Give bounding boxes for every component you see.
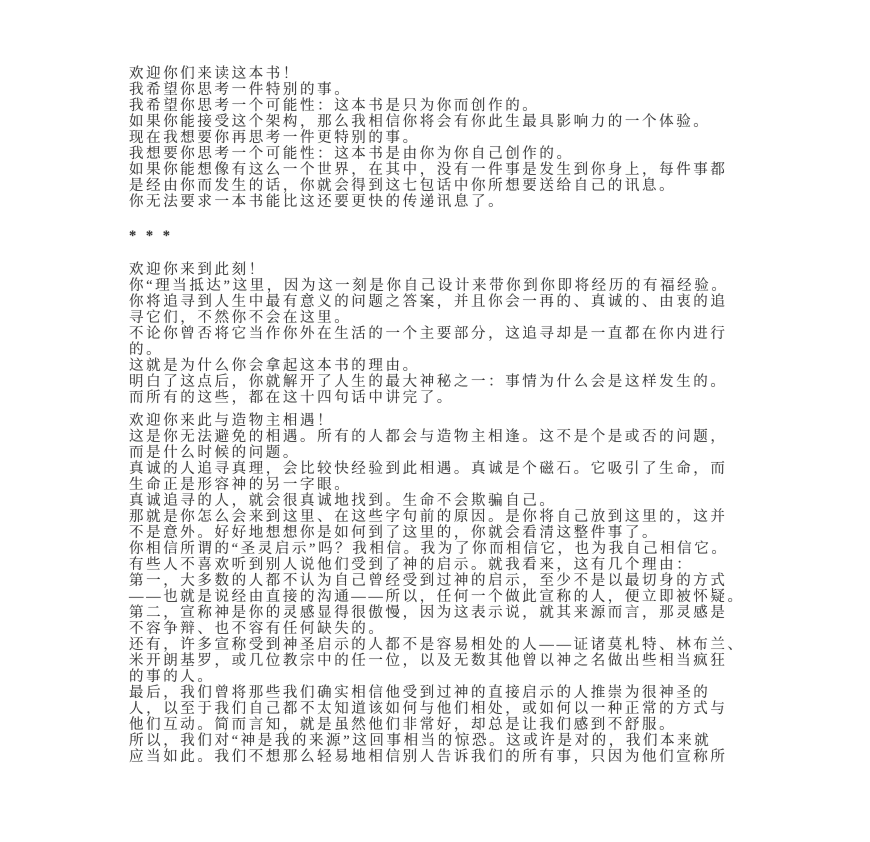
text-line: 生命正是形容神的另一字眼。 xyxy=(129,477,352,493)
text-line: 米开朗基罗，或几位教宗中的任一位，以及无数其他曾以神之名做出些相当疯狂 xyxy=(129,653,728,669)
text-line: 第二，宣称神是你的灵感显得很傲慢，因为这表示说，就其来源而言，那灵感是 xyxy=(129,605,728,621)
text-line: 是经由你而发生的话，你就会得到这七包话中你所想要送给自己的讯息。 xyxy=(129,178,677,194)
text-line: 不容争辩、也不容有任何缺失的。 xyxy=(129,621,386,637)
text-line: 现在我想要你再思考一件更特别的事。 xyxy=(129,130,420,146)
page-text-block xyxy=(129,66,769,765)
text-line: 你“理当抵达”这里，因为这一刻是你自己设计来带你到你即将经历的有福经验。 xyxy=(129,278,729,294)
text-line: ——也就是说经由直接的沟通——所以，任何一个做此宣称的人，便立即被怀疑。 xyxy=(129,589,745,605)
paragraph xyxy=(129,66,769,210)
text-line: 我希望你思考一件特别的事。 xyxy=(129,82,352,98)
text-line: 有些人不喜欢听到别人说他们受到了神的启示。就我看来，这有几个理由： xyxy=(129,557,694,573)
text-line: 欢迎你们来读这本书！ xyxy=(129,66,300,82)
text-line: 你无法要求一本书能比这还要更快的传递讯息了。 xyxy=(129,194,506,210)
text-line: 第一，大多数的人都不认为自己曾经受到过神的启示，至少不是以最切身的方式 xyxy=(129,573,728,589)
text-line: 还有，许多宣称受到神圣启示的人都不是容易相处的人——证诸莫札特、林布兰、 xyxy=(129,637,745,653)
text-line: 不论你曾否将它当作你外在生活的一个主要部分，这追寻却是一直都在你内进行 xyxy=(129,326,728,342)
text-line: 明白了这点后，你就解开了人生的最大神秘之一：事情为什么会是这样发生的。 xyxy=(129,374,728,390)
text-line: 欢迎你来到此刻！ xyxy=(129,262,266,278)
text-line: 的事的人。 xyxy=(129,669,215,685)
text-line: 他们互动。简而言知，就是虽然他们非常好，却总是让我们感到不舒服。 xyxy=(129,717,677,733)
text-line: 我想要你思考一个可能性：这本书是由你为你自己创作的。 xyxy=(129,146,574,162)
text-line: 真诚的人追寻真理，会比较快经验到此相遇。真诚是个磁石。它吸引了生命，而 xyxy=(129,461,728,477)
text-line: 这是你无法避免的相遇。所有的人都会与造物主相逢。这不是个是或否的问题， xyxy=(129,429,728,445)
text-line: 这就是为什么你会拿起这本书的理由。 xyxy=(129,358,420,374)
text-line: 最后，我们曾将那些我们确实相信他受到过神的直接启示的人推崇为很神圣的 xyxy=(129,685,711,701)
text-line: 如果你能接受这个架构，那么我相信你将会有你此生最具影响力的一个体验。 xyxy=(129,114,711,130)
text-line: 人，以至于我们自己都不太知道该如何与他们相处，或如何以一种正常的方式与 xyxy=(129,701,728,717)
text-line: 那就是你怎么会来到这里、在这些字句前的原因。是你将自己放到这里的，这并 xyxy=(129,509,728,525)
text-line: 而所有的这些，都在这十四句话中讲完了。 xyxy=(129,390,454,406)
text-line: 所以，我们对“神是我的来源”这回事相当的惊恐。这或许是对的，我们本来就 xyxy=(129,733,712,749)
text-line: 而是什么时候的问题。 xyxy=(129,445,300,461)
text-line: 应当如此。我们不想那么轻易地相信别人告诉我们的所有事，只因为他们宣称所 xyxy=(129,749,728,765)
text-line: 欢迎你来此与造物主相遇！ xyxy=(129,413,335,429)
paragraph xyxy=(129,262,769,406)
text-line: 我希望你思考一个可能性：这本书是只为你而创作的。 xyxy=(129,98,540,114)
text-line: 不是意外。好好地想想你是如何到了这里的，你就会看清这整件事了。 xyxy=(129,525,660,541)
section-separator: * * * xyxy=(129,228,173,244)
paragraph xyxy=(129,413,769,765)
text-line: 的。 xyxy=(129,342,164,358)
text-line: 你相信所谓的“圣灵启示”吗？我相信。我为了你而相信它，也为我自己相信它。 xyxy=(129,541,729,557)
text-line: 你将追寻到人生中最有意义的问题之答案，并且你会一再的、真诚的、由衷的追 xyxy=(129,294,728,310)
text-line: 寻它们，不然你不会在这里。 xyxy=(129,310,352,326)
text-line: 真诚追寻的人，就会很真诚地找到。生命不会欺骗自己。 xyxy=(129,493,557,509)
text-line: 如果你能想像有这么一个世界，在其中，没有一件事是发生到你身上，每件事都 xyxy=(129,162,728,178)
